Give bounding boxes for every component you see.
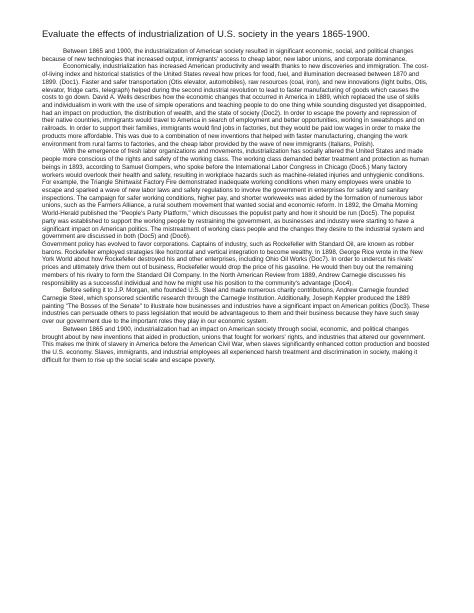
paragraph-carnegie: Before selling it to J.P. Morgan, who founded U.S. Steel and made numerous charity contributions, Andrew Carnegie founded Carnegie Steel, which sponsored scientific research through the Carnegie Institution. Additionally, Joseph Keppler produced the 1889 painting "The Bosses of the Senate" to illustrate how businesses and industries have a significant impact on American politics (Doc3). These industries can persuade others to pass legislation that would be advantageous to them and their business because they have such sway over our government due to the important roles they play in our economic system. bbox=[42, 287, 430, 326]
paragraph-introduction: Between 1865 and 1900, the industrialization of American society resulted in significant economic, social, and political changes because of new technologies that increased output, immigrants' access to cheap labor, new labor unions, and corporate dominance. bbox=[42, 48, 414, 63]
paragraph-government-policy: Government policy has evolved to favor corporations. Captains of industry, such as Rockefeller with Standard Oil, are known as robber barons. Rockefeller employed strategies like horizontal and vertical integration to become wealthy. In 1898, George Rice wrote in the New York World about how Rockefeller destroyed his and other enterprises, including Ohio Oil Works (Doc7). In order to undercut his rivals' prices and ultimately drive them out of business, Rockefeller would drop the price of his gasoline. He would then buy out the remaining members of his rivalry to form the Standard Oil Company. In the North American Review from 1889, Andrew Carnegie discusses his responsibility as a successful individual and how he might use his position to the community's advantage (Doc4). bbox=[42, 240, 423, 287]
essay-title: Evaluate the effects of industrialization of U.S. society in the years 1865-1900. bbox=[42, 28, 371, 39]
paragraph-economic-effects: Economically, industrialization has increased American productivity and wealth thanks to new discoveries and immigration. The cost-of-living index and historical statistics of the United States reveal how prices for food, fuel, and illumination decreased between 1870 and 1899. (Doc1). Faster and safer transportation (Otis elevator, automobiles), raw resources (coal, iron), and new innovations (light bulbs, Otis, elevator, fridge carts, telegraph) helped during the second industrial revolution to lead to faster manufacturing of goods which causes the costs to go down. David A. Wells describes how the economic changes that occurred in America in 1889, which replaced the use of skills and individualism in work with the use of simple operations and teaching people to do one thing while sounding disgusted yet disappointed, had an impact on production, the distribution of wealth, and the state of society (Doc2). In order to escape the poverty and repression of their native countries, immigrants would travel to America in search of employment and better opportunities, working in sweatshops and on railroads. In order to support their families, immigrants would find jobs in factories, but they would be paid low wages in order to make the products more affordable. This was due to a combination of new inventions that helped with faster manufacturing, changing the work environment from rural farms to factories, and the cheap labor provided by the wave of new immigrants (Italians, Polish). bbox=[42, 63, 429, 148]
paragraph-social-effects: With the emergence of fresh labor organizations and movements, industrialization has socially altered the United States and made people more conscious of the rights and safety of the working class. The working class demanded better treatment and protection as human beings in 1893, according to Samuel Gompers, who spoke before the International Labor Congress in Chicago (Doc6.) Many factory workers would overlook their health and safety, resulting in workplace hazards such as machine-related injuries and unhygienic conditions. For example, the Triangle Shirtwaist Factory Fire demonstrated inadequate working conditions when many employees were unable to escape and sparked a wave of new labor laws and safety regulations to involve the government in enterprises for safety and sanitary inspections. The campaign for safer working conditions, higher pay, and shorter workweeks was aided by the formation of numerous labor unions, such as the Farmers Alliance, a rural southern movement that wanted social and economic reform. In 1892, the Omaha Morning World-Herald published the "People's Party Platform," which discusses the populist party and how it should be run (Doc5). The populist party was established to support the working people by restraining the government, as businesses and industry were starting to have a significant impact on American politics. The mistreatment of working class people and the changes they desire to the industrial system and government are discussed in both (Doc5) and (Doc6). bbox=[42, 148, 429, 241]
paragraph-conclusion: Between 1865 and 1900, industrialization had an impact on American society through social, economic, and political changes brought about by new inventions that aided in production, unions that fought for workers' rights, and industries that altered our government. This makes me think of slavery in America before the American Civil War, when slaves significantly enhanced cotton production and boosted the U.S. economy. Slaves, immigrants, and industrial employees all experienced harsh treatment and discrimination in society, making it difficult for them to rise up the social scale and escape poverty. bbox=[42, 325, 430, 364]
essay-body bbox=[42, 48, 430, 364]
